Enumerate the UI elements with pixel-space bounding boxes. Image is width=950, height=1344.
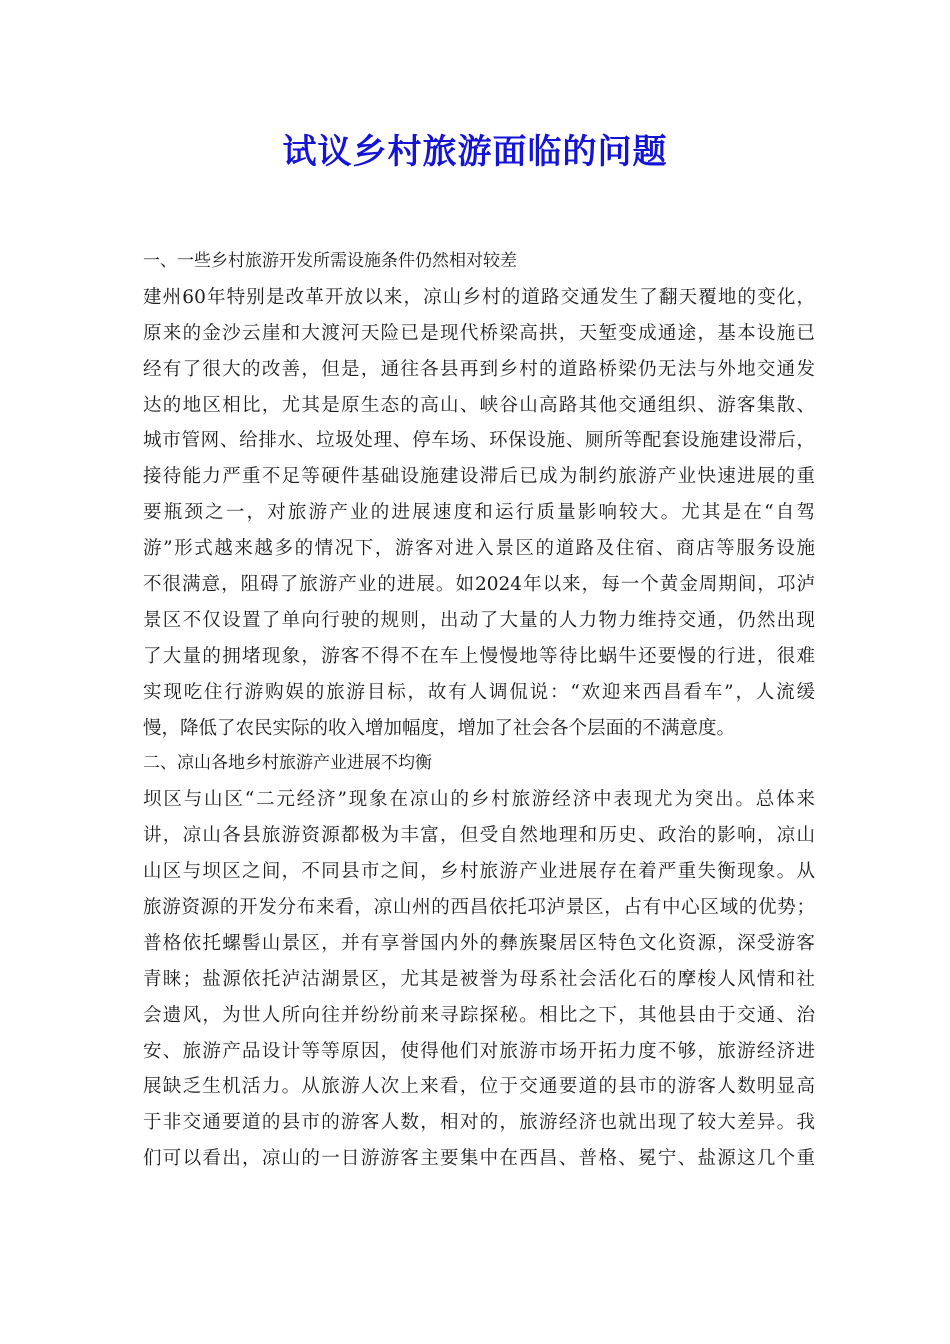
paragraph-line: 实现吃住行游购娱的旅游目标，故有人调侃说：“欢迎来西昌看车”，人流缓 — [143, 681, 815, 703]
paragraph-line: 青睐；盐源依托泸沽湖景区，尤其是被誉为母系社会活化石的摩梭人风情和社 — [143, 968, 815, 990]
paragraph-line: 不很满意，阻碍了旅游产业的进展。如2024年以来，每一个黄金周期间，邛泸 — [143, 574, 815, 596]
paragraph-line: 慢，降低了农民实际的收入增加幅度，增加了社会各个层面的不满意度。 — [143, 717, 736, 739]
paragraph-line: 山区与坝区之间，不同县市之间，乡村旅游产业进展存在着严重失衡现象。从 — [143, 861, 815, 883]
paragraph-line: 坝区与山区“二元经济”现象在凉山的乡村旅游经济中表现尤为突出。总体来 — [143, 789, 815, 811]
section-heading: 二、凉山各地乡村旅游产业进展不均衡 — [143, 753, 432, 774]
document-title: 试议乡村旅游面临的问题 — [282, 132, 668, 172]
paragraph-line: 安、旅游产品设计等等原因，使得他们对旅游市场开拓力度不够，旅游经济进 — [143, 1040, 815, 1062]
paragraph-line: 接待能力严重不足等硬件基础设施建设滞后已成为制约旅游产业快速进展的重 — [143, 466, 815, 488]
paragraph-line: 游”形式越来越多的情况下，游客对进入景区的道路及住宿、商店等服务设施 — [143, 538, 815, 560]
paragraph-line: 达的地区相比，尤其是原生态的高山、峡谷山高路其他交通组织、游客集散、 — [143, 394, 815, 416]
paragraph-line: 景区不仅设置了单向行驶的规则，出动了大量的人力物力维持交通，仍然出现 — [143, 609, 815, 631]
document-body — [143, 244, 815, 1177]
paragraph-line: 了大量的拥堵现象，游客不得不在车上慢慢地等待比蜗牛还要慢的行进，很难 — [143, 645, 815, 667]
section-heading: 一、一些乡村旅游开发所需设施条件仍然相对较差 — [143, 251, 517, 271]
paragraph-line: 建州60年特别是改革开放以来，凉山乡村的道路交通发生了翻天覆地的变化， — [143, 286, 815, 308]
paragraph-line: 经有了很大的改善，但是，通往各县再到乡村的道路桥梁仍无法与外地交通发 — [143, 358, 815, 380]
paragraph-line: 城市管网、给排水、垃圾处理、停车场、环保设施、厕所等配套设施建设滞后， — [143, 430, 815, 452]
paragraph-line: 会遗风，为世人所向往并纷纷前来寻踪探秘。相比之下，其他县由于交通、治 — [143, 1004, 815, 1026]
paragraph-line: 于非交通要道的县市的游客人数，相对的，旅游经济也就出现了较大差异。我 — [143, 1112, 815, 1134]
paragraph-line: 旅游资源的开发分布来看，凉山州的西昌依托邛泸景区，占有中心区域的优势； — [143, 897, 815, 919]
paragraph-line: 原来的金沙云崖和大渡河天险已是现代桥梁高拱，天堑变成通途，基本设施已 — [143, 322, 815, 344]
paragraph-line: 普格依托螺髻山景区，并有享誉国内外的彝族聚居区特色文化资源，深受游客 — [143, 932, 815, 954]
paragraph-line: 讲，凉山各县旅游资源都极为丰富，但受自然地理和历史、政治的影响，凉山 — [143, 825, 815, 847]
paragraph-line: 们可以看出，凉山的一日游游客主要集中在西昌、普格、冕宁、盐源这几个重 — [143, 1148, 815, 1170]
paragraph-line: 展缺乏生机活力。从旅游人次上来看，位于交通要道的县市的游客人数明显高 — [143, 1076, 815, 1098]
paragraph-line: 要瓶颈之一，对旅游产业的进展速度和运行质量影响较大。尤其是在“自驾 — [143, 502, 815, 524]
